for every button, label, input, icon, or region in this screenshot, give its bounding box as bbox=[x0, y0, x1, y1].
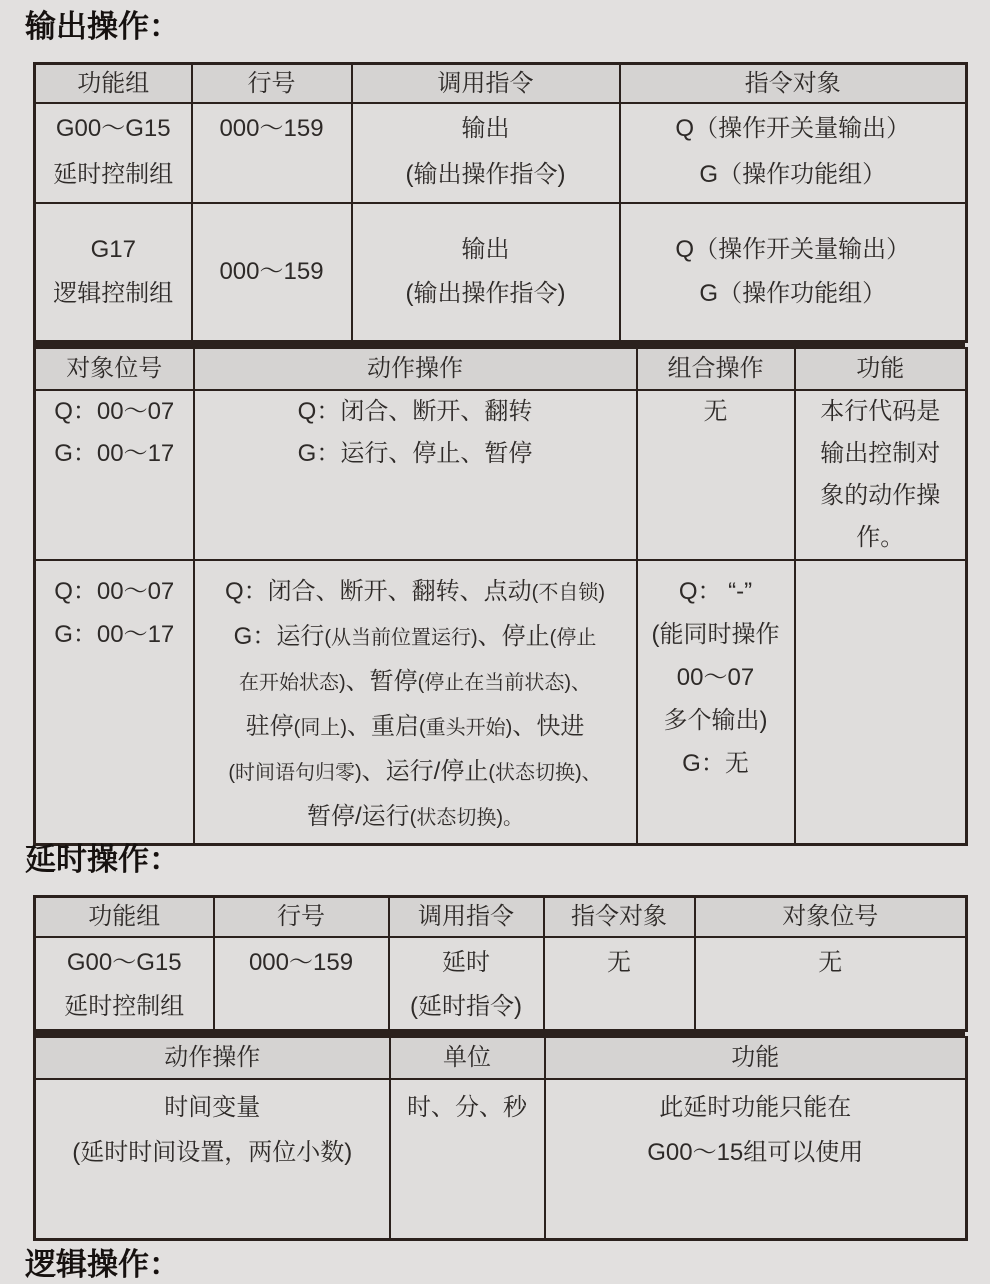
table-row bbox=[35, 1079, 967, 1240]
section-title-output: 输出操作： bbox=[25, 9, 180, 44]
table-row bbox=[35, 937, 967, 1031]
table-cell: 输出 (输出操作指令) bbox=[352, 203, 620, 342]
section-title-next-clipped: 逻辑操作： bbox=[25, 1247, 180, 1282]
header-cell: 动作操作 bbox=[35, 1037, 390, 1079]
header-cell: 行号 bbox=[192, 64, 352, 104]
table-cell bbox=[795, 560, 967, 845]
table-cell: Q：闭合、断开、翻转 G：运行、停止、暂停 bbox=[194, 390, 637, 560]
table-header-row bbox=[35, 348, 967, 390]
table-cell: 此延时功能只能在 G00～15组可以使用 bbox=[545, 1079, 967, 1240]
header-cell: 单位 bbox=[390, 1037, 545, 1079]
header-cell: 调用指令 bbox=[389, 897, 544, 938]
table-cell: 时、分、秒 bbox=[390, 1079, 545, 1240]
table-cell: 时间变量 (延时时间设置，两位小数) bbox=[35, 1079, 390, 1240]
output-operations-table bbox=[33, 62, 965, 846]
table-cell: G17 逻辑控制组 bbox=[35, 203, 192, 342]
header-cell: 指令对象 bbox=[544, 897, 695, 938]
header-cell: 指令对象 bbox=[620, 64, 967, 104]
header-cell: 功能组 bbox=[35, 897, 214, 938]
header-cell: 对象位号 bbox=[695, 897, 967, 938]
table-cell: 本行代码是 输出控制对 象的动作操 作。 bbox=[795, 390, 967, 560]
table-row bbox=[35, 203, 967, 342]
output-table-upper bbox=[33, 62, 968, 343]
table-cell: Q：00～07 G：00～17 bbox=[35, 390, 194, 560]
header-cell: 动作操作 bbox=[194, 348, 637, 390]
header-cell: 功能 bbox=[795, 348, 967, 390]
table-cell: 延时 (延时指令) bbox=[389, 937, 544, 1031]
table-cell: 000～159 bbox=[192, 103, 352, 203]
table-cell: Q：00～07 G：00～17 bbox=[35, 560, 194, 845]
table-cell: Q： “-” (能同时操作 00～07 多个输出) G：无 bbox=[637, 560, 795, 845]
table-row bbox=[35, 390, 967, 560]
table-cell: 000～159 bbox=[214, 937, 389, 1031]
table-cell: 无 bbox=[544, 937, 695, 1031]
table-cell: Q（操作开关量输出） G（操作功能组） bbox=[620, 103, 967, 203]
table-header-row bbox=[35, 1037, 967, 1079]
table-row bbox=[35, 560, 967, 845]
table-cell: G00～G15 延时控制组 bbox=[35, 937, 214, 1031]
section-title-delay: 延时操作： bbox=[25, 842, 180, 877]
delay-table-lower bbox=[33, 1036, 968, 1241]
table-cell: Q（操作开关量输出） G（操作功能组） bbox=[620, 203, 967, 342]
table-cell: 无 bbox=[637, 390, 795, 560]
table-header-row bbox=[35, 64, 967, 104]
header-cell: 调用指令 bbox=[352, 64, 620, 104]
table-cell: Q：闭合、断开、翻转、点动(不自锁) G：运行(从当前位置运行)、停止(停止 在开始状态)、暂停(停止在当前状态)、 驻停(同上)、重启(重头开始)、快进 (时间语句归零)、运行/停止(状态切换)、 暂停/运行(状态切换)。 bbox=[194, 560, 637, 845]
table-cell: G00～G15 延时控制组 bbox=[35, 103, 192, 203]
delay-operations-table bbox=[33, 895, 965, 1241]
header-cell: 功能 bbox=[545, 1037, 967, 1079]
table-cell: 输出 (输出操作指令) bbox=[352, 103, 620, 203]
delay-table-upper bbox=[33, 895, 968, 1032]
output-table-lower bbox=[33, 347, 968, 846]
table-cell: 无 bbox=[695, 937, 967, 1031]
table-row bbox=[35, 103, 967, 203]
header-cell: 功能组 bbox=[35, 64, 192, 104]
header-cell: 组合操作 bbox=[637, 348, 795, 390]
table-cell: 000～159 bbox=[192, 203, 352, 342]
header-cell: 对象位号 bbox=[35, 348, 194, 390]
table-header-row bbox=[35, 897, 967, 938]
header-cell: 行号 bbox=[214, 897, 389, 938]
